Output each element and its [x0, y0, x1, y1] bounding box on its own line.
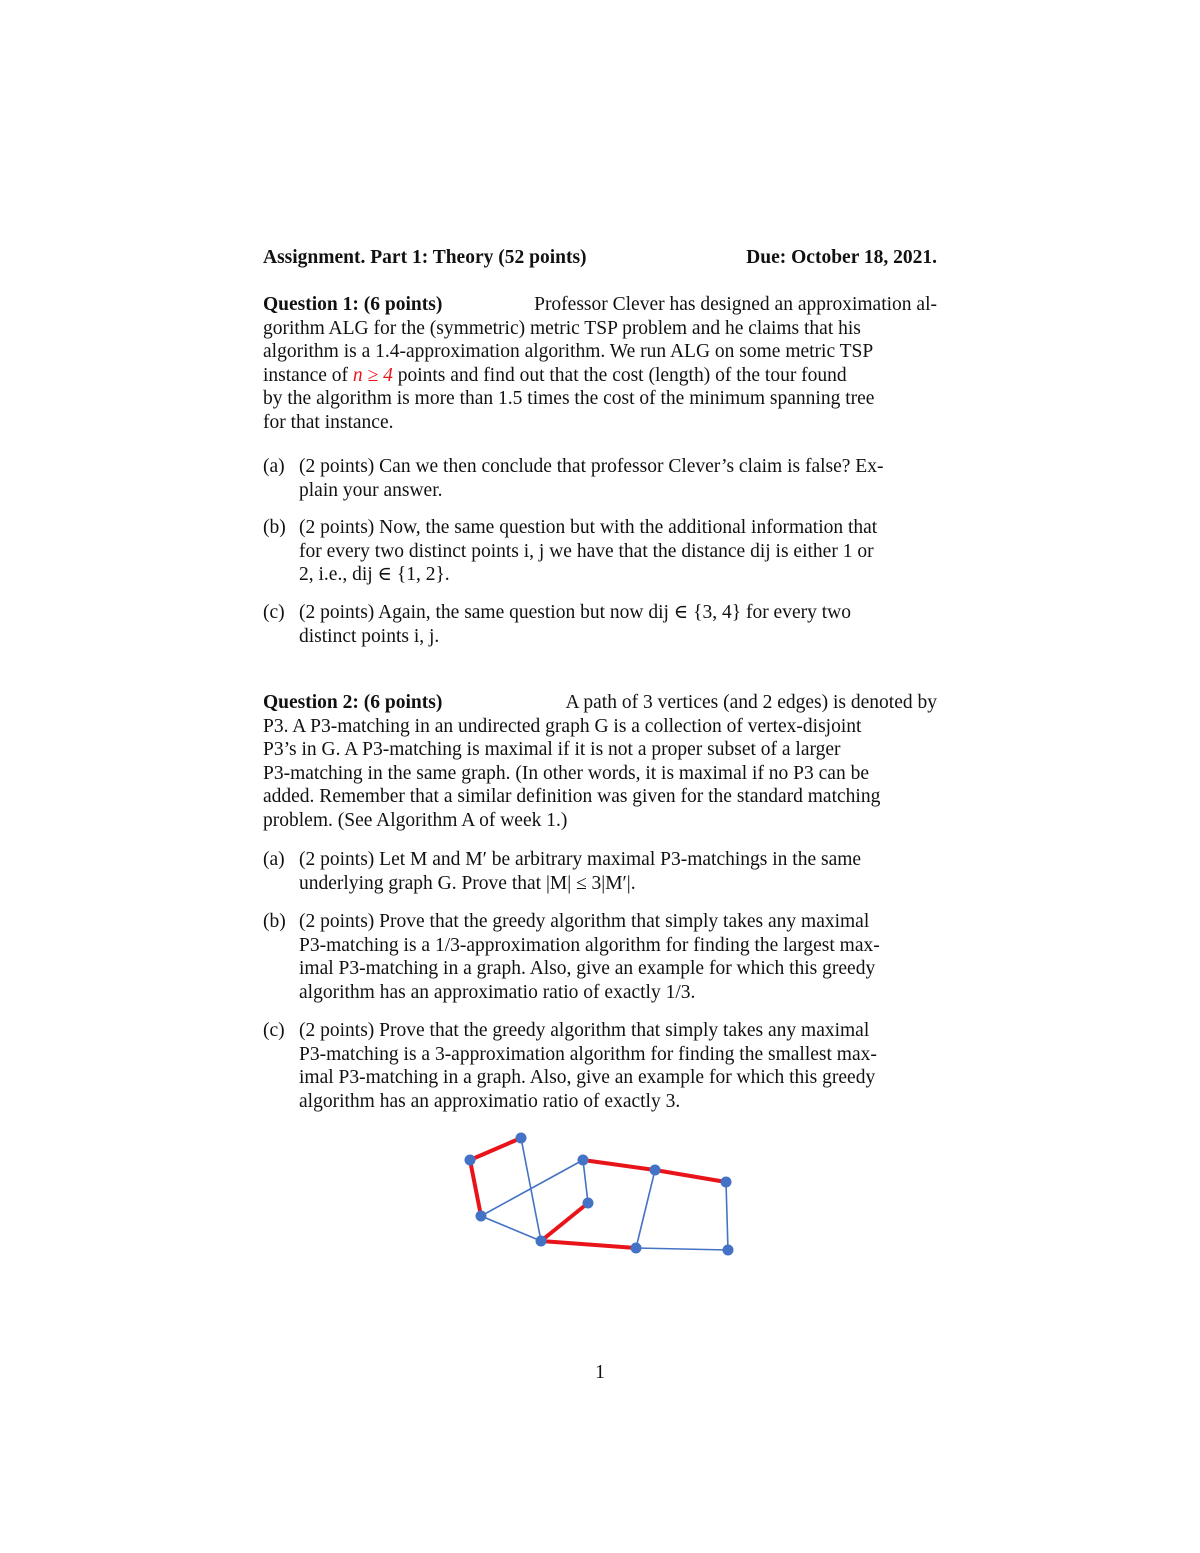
graph-vertex [578, 1155, 589, 1166]
q2-c-line-4: algorithm has an approximatio ratio of exactly 3. [299, 1090, 681, 1112]
graph-vertex [723, 1245, 734, 1256]
q1-c-line-1: (2 points) Again, the same question but now dij ∈ {3, 4} for every two [299, 602, 851, 623]
q1-title: Question 1: [263, 294, 359, 315]
q2-line-3: P3’s in G. A P3-matching is maximal if it is not a proper subset of a larger [263, 739, 841, 761]
q2-line-5: added. Remember that a similar definition was given for the standard matching [263, 786, 881, 808]
q1-n-condition: n ≥ 4 [352, 364, 393, 386]
q2-c-label: (c) [263, 1020, 285, 1041]
due-date: Due: October 18, 2021. [746, 247, 937, 268]
q2-title: Question 2: [263, 692, 359, 713]
graph-edge [481, 1160, 583, 1216]
graph-vertex [476, 1211, 487, 1222]
q1-a-label: (a) [263, 456, 285, 477]
q2-b-line-3: imal P3-matching in a graph. Also, give an example for which this greedy [299, 958, 876, 980]
graph-vertex [583, 1198, 594, 1209]
q1-b-line-1: (2 points) Now, the same question but with the additional information that [299, 517, 878, 538]
q2-b-label: (b) [263, 911, 286, 932]
graph-edge [636, 1248, 728, 1250]
q1-a-line-2: plain your answer. [299, 479, 443, 501]
q1-c-label: (c) [263, 602, 285, 623]
graph-vertex [536, 1236, 547, 1247]
q1-points: (6 points) [363, 294, 443, 315]
graph-edge [636, 1170, 655, 1248]
q2-b-line-1: (2 points) Prove that the greedy algorithm that simply takes any maximal [299, 911, 870, 932]
graph-vertex [516, 1133, 527, 1144]
q2-line-6: problem. (See Algorithm A of week 1.) [263, 809, 568, 831]
q1-text-3: algorithm is a 1.4-approximation algorithm. We run ALG on some metric TSP [263, 341, 874, 363]
matched-edge [470, 1138, 521, 1160]
matched-edge [541, 1203, 588, 1241]
q1-text-4: points and find out that the cost (length) of the tour found [397, 364, 847, 386]
matched-edge [583, 1160, 655, 1170]
matched-edge [470, 1160, 481, 1216]
graph-edge [583, 1160, 588, 1203]
graph-vertex [721, 1177, 732, 1188]
q1-text-4-prefix: instance of [263, 364, 349, 386]
q1-text-5: by the algorithm is more than 1.5 times the cost of the minimum spanning tree [263, 388, 875, 410]
q2-c-line-3: imal P3-matching in a graph. Also, give an example for which this greedy [299, 1067, 876, 1089]
q2-line-2: P3. A P3-matching in an undirected graph G is a collection of vertex-disjoint [263, 715, 862, 737]
q2-points: (6 points) [363, 692, 443, 713]
q1-c-line-2: distinct points i, j. [299, 625, 440, 647]
q2-a-line-1: (2 points) Let M and M′ be arbitrary maximal P3-matchings in the same [299, 849, 862, 870]
q2-a-line-2: underlying graph G. Prove that |M| ≤ 3|M′|. [299, 872, 636, 894]
q1-a-line-1: (2 points) Can we then conclude that professor Clever’s claim is false? Ex- [299, 456, 884, 477]
q2-b-line-4: algorithm has an approximatio ratio of exactly 1/3. [299, 981, 696, 1003]
graph-edge [481, 1216, 541, 1241]
graph-vertex [631, 1243, 642, 1254]
q2-text-1: A path of 3 vertices (and 2 edges) is denoted by [565, 692, 937, 713]
assignment-title: Assignment. Part 1: Theory (52 points) [263, 247, 587, 268]
q1-text-2: gorithm ALG for the (symmetric) metric TSP problem and he claims that his [263, 317, 861, 339]
graph-vertex [650, 1165, 661, 1176]
q2-line-4: P3-matching in the same graph. (In other words, it is maximal if no P3 can be [263, 762, 869, 784]
graph-edges [470, 1138, 728, 1250]
graph-edge [726, 1182, 728, 1250]
q1-text-6: for that instance. [263, 411, 394, 433]
graph-nodes [465, 1133, 734, 1256]
page-number: 1 [595, 1362, 605, 1383]
graph-edge [521, 1138, 541, 1241]
q2-a-label: (a) [263, 849, 285, 870]
q1-b-line-2: for every two distinct points i, j we have that the distance dij is either 1 or [299, 540, 874, 562]
q2-c-line-2: P3-matching is a 3-approximation algorithm for finding the smallest max- [299, 1043, 877, 1065]
graph-vertex [465, 1155, 476, 1166]
q2-c-line-1: (2 points) Prove that the greedy algorithm that simply takes any maximal [299, 1020, 870, 1041]
q1-b-line-3: 2, i.e., dij ∈ {1, 2}. [299, 564, 450, 586]
q1-b-label: (b) [263, 517, 286, 538]
q2-b-line-2: P3-matching is a 1/3-approximation algorithm for finding the largest max- [299, 934, 880, 956]
q1-text-1: Professor Clever has designed an approximation al- [534, 294, 937, 315]
matched-edge [541, 1241, 636, 1248]
matched-edge [655, 1170, 726, 1182]
